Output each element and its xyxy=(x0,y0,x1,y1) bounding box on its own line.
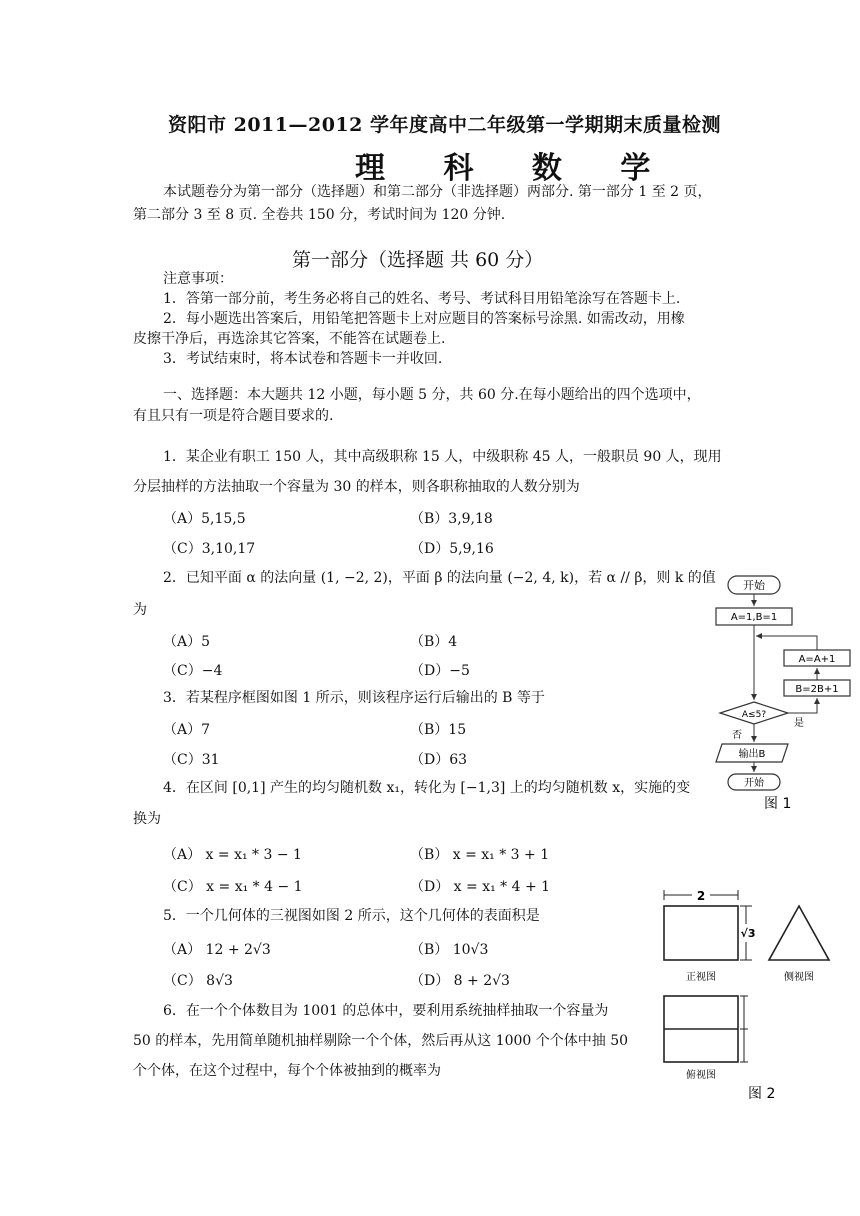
figure-1-flowchart xyxy=(706,568,856,813)
figure-2-three-views xyxy=(656,884,846,1104)
width-dimension-label: 2 xyxy=(696,889,706,903)
q2-stem-a: 2．已知平面 α 的法向量 (1, −2, 2)，平面 β 的法向量 (−2, 4, k)，若 α // β，则 k 的值 xyxy=(163,570,716,586)
q1-option-b: （B）3,9,18 xyxy=(410,511,493,527)
q2-stem-b: 为 xyxy=(133,602,147,618)
flow-update-b-label: B=2B+1 xyxy=(795,684,839,695)
top-view-label: 俯视图 xyxy=(686,1070,716,1081)
notice-item-2a: 2．每小题选出答案后，用铅笔把答题卡上对应题目的答案标号涂黑. 如需改动，用橡 xyxy=(163,311,685,327)
q5-stem: 5．一个几何体的三视图如图 2 所示，这个几何体的表面积是 xyxy=(163,908,540,924)
q1-stem-b: 分层抽样的方法抽取一个容量为 30 的样本，则各职称抽取的人数分别为 xyxy=(133,479,580,495)
flow-end-label: 开始 xyxy=(744,778,764,789)
q3-option-b: （B）15 xyxy=(410,722,467,738)
intro-line-1: 本试题卷分为第一部分（选择题）和第二部分（非选择题）两部分. 第一部分 1 至 2 页， xyxy=(163,184,712,200)
flow-start-label: 开始 xyxy=(743,579,765,592)
q5-option-c: （C） 8√3 xyxy=(163,973,233,989)
subject-title: 理 科 数 学 xyxy=(355,151,675,186)
part1-heading: 第一部分（选择题 共 60 分） xyxy=(292,249,544,271)
q2-option-b: （B）4 xyxy=(410,634,458,650)
q4-stem-a: 4．在区间 [0,1] 产生的均匀随机数 x₁，转化为 [−1,3] 上的均匀随机数 x，实施的变 xyxy=(163,780,691,796)
section-instructions-a: 一、选择题：本大题共 12 小题，每小题 5 分，共 60 分.在每小题给出的四个选项中， xyxy=(163,387,701,403)
q5-option-a: （A） 12 + 2√3 xyxy=(163,942,271,958)
intro-line-2: 第二部分 3 至 8 页. 全卷共 150 分，考试时间为 120 分钟. xyxy=(133,207,506,223)
q4-stem-b: 换为 xyxy=(133,811,161,827)
q6-stem-b: 50 的样本，先用简单随机抽样剔除一个个体，然后再从这 1000 个个体中抽 50 xyxy=(133,1033,629,1049)
q4-option-b: （B） x = x₁ * 3 + 1 xyxy=(410,847,550,863)
flow-init-label: A=1,B=1 xyxy=(730,612,778,623)
notice-title: 注意事项： xyxy=(163,271,233,287)
flow-update-a-label: A=A+1 xyxy=(798,654,836,665)
notice-item-1: 1．答第一部分前，考生务必将自己的姓名、考号、考试科目用铅笔涂写在答题卡上. xyxy=(163,291,681,307)
q5-option-d: （D） 8 + 2√3 xyxy=(410,973,510,989)
q2-option-d: （D）−5 xyxy=(410,663,470,679)
q6-stem-a: 6．在一个个体数目为 1001 的总体中，要利用系统抽样抽取一个容量为 xyxy=(163,1003,609,1019)
q5-option-b: （B） 10√3 xyxy=(410,942,489,958)
q1-stem-a: 1．某企业有职工 150 人，其中高级职称 15 人，中级职称 45 人，一般职员 90 人，现用 xyxy=(163,449,722,465)
q3-option-d: （D）63 xyxy=(410,752,468,768)
figure-1-caption: 图 1 xyxy=(764,796,792,812)
q3-option-c: （C）31 xyxy=(163,752,220,768)
q1-option-d: （D）5,9,16 xyxy=(410,541,494,557)
front-view-rect xyxy=(664,906,738,960)
notice-item-2b: 皮擦干净后，再选涂其它答案，不能答在试题卷上. xyxy=(133,331,446,347)
figure-2-caption: 图 2 xyxy=(748,1086,776,1102)
notice-item-3: 3．考试结束时，将本试卷和答题卡一并收回. xyxy=(163,351,443,367)
q3-stem: 3．若某程序框图如图 1 所示，则该程序运行后输出的 B 等于 xyxy=(163,690,545,706)
q2-option-a: （A）5 xyxy=(163,634,211,650)
front-view-label: 正视图 xyxy=(686,972,716,983)
q6-stem-c: 个个体，在这个过程中，每个个体被抽到的概率为 xyxy=(133,1063,441,1079)
flow-condition-label: A≤5? xyxy=(741,710,767,720)
flow-yes-label: 是 xyxy=(794,718,804,729)
q1-option-a: （A）5,15,5 xyxy=(163,511,246,527)
exam-title: 资阳市 2011—2012 学年度高中二年级第一学期期末质量检测 xyxy=(168,114,721,136)
q3-option-a: （A）7 xyxy=(163,722,211,738)
q1-option-c: （C）3,10,17 xyxy=(163,541,256,557)
side-view-triangle xyxy=(769,906,829,960)
section-instructions-b: 有且只有一项是符合题目要求的. xyxy=(133,408,334,424)
q2-option-c: （C）−4 xyxy=(163,663,223,679)
q4-option-c: （C） x = x₁ * 4 − 1 xyxy=(163,879,303,895)
q4-option-d: （D） x = x₁ * 4 + 1 xyxy=(410,879,551,895)
flow-output-label: 输出B xyxy=(738,749,766,760)
side-view-label: 侧视图 xyxy=(784,972,814,983)
height-dimension-label: √3 xyxy=(740,927,756,940)
q4-option-a: （A） x = x₁ * 3 − 1 xyxy=(163,847,302,863)
flow-no-label: 否 xyxy=(732,730,742,741)
